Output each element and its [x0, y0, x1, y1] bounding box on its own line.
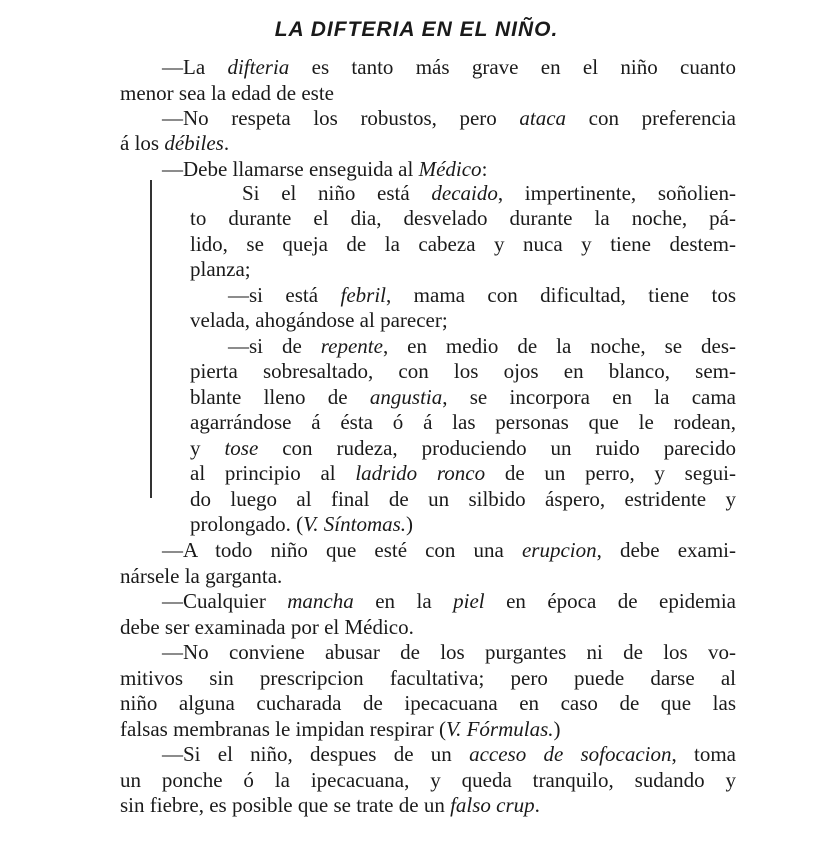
- text-line: [228, 333, 736, 359]
- text: en la: [353, 589, 454, 613]
- italic-term: V. Síntomas.: [303, 512, 407, 536]
- text: , impertinente, soñolien-: [497, 181, 736, 205]
- text-line: [228, 282, 736, 308]
- text-line: do luego al final de un silbido áspero, estridente y: [190, 487, 736, 511]
- text-line: [162, 156, 487, 182]
- text-line: [162, 741, 736, 767]
- text: —Debe llamarse enseguida al: [162, 157, 419, 181]
- text-line: niño alguna cucharada de ipecacuana en caso de que las: [120, 691, 736, 715]
- italic-term: angustia: [369, 385, 443, 409]
- text-line: [190, 511, 413, 537]
- text: , debe exami-: [596, 538, 736, 562]
- text: con rudeza, produciendo un ruido parecido: [258, 436, 736, 460]
- text: con preferencia: [566, 106, 736, 130]
- text: —La: [162, 55, 228, 79]
- italic-term: tose: [224, 436, 259, 460]
- text: y: [190, 436, 225, 460]
- italic-term: erupcion: [521, 538, 597, 562]
- text-line: to durante el dia, desvelado durante la noche, pá-: [190, 206, 736, 230]
- text-line: —No conviene abusar de los purgantes ni de los vo-: [162, 640, 736, 664]
- italic-term: difteria: [227, 55, 290, 79]
- text-line: [120, 792, 540, 818]
- italic-term: falso crup: [450, 793, 535, 817]
- text-line: [190, 460, 736, 486]
- text-line: [162, 537, 736, 563]
- text: , mama con dificultad, tiene tos: [386, 283, 737, 307]
- text-line: menor sea la edad de este: [120, 81, 334, 105]
- text-line: nársele la garganta.: [120, 564, 283, 588]
- text-line: pierta sobresaltado, con los ojos en blanco, sem-: [190, 359, 736, 383]
- text: en época de epidemia: [484, 589, 736, 613]
- text-line: mitivos sin prescripcion facultativa; pero puede darse al: [120, 666, 736, 690]
- italic-term: ladrido ronco: [355, 461, 486, 485]
- italic-term: mancha: [287, 589, 354, 613]
- text: de un perro, y segui-: [485, 461, 736, 485]
- italic-term: febril: [340, 283, 386, 307]
- italic-term: piel: [453, 589, 485, 613]
- italic-term: decaido: [431, 181, 498, 205]
- text-line: [162, 54, 736, 80]
- text: es tanto más grave en el niño cuanto: [289, 55, 737, 79]
- text-line: [120, 130, 229, 156]
- text-line: velada, ahogándose al parecer;: [190, 308, 448, 332]
- text-line: [162, 105, 736, 131]
- text: sin fiebre, es posible que se trate de un: [120, 793, 451, 817]
- text-line: lido, se queja de la cabeza y nuca y tiene destem-: [190, 232, 736, 256]
- text-line: debe ser examinada por el Médico.: [120, 615, 414, 639]
- text: —si de: [228, 334, 321, 358]
- text: á los: [120, 131, 165, 155]
- text: —Si el niño, despues de un: [162, 742, 470, 766]
- text-line: [242, 180, 736, 206]
- italic-term: débiles: [164, 131, 224, 155]
- text-line: planza;: [190, 257, 251, 281]
- italic-term: ataca: [519, 106, 567, 130]
- text: , se incorpora en la cama: [442, 385, 736, 409]
- text-line: [190, 384, 736, 410]
- italic-term: V. Fórmulas.: [445, 717, 554, 741]
- text: .: [534, 793, 540, 817]
- bracket-mark: [150, 180, 160, 498]
- italic-term: Médico: [418, 157, 482, 181]
- italic-term: repente: [320, 334, 383, 358]
- page-title: LA DIFTERIA EN EL NIÑO.: [274, 18, 559, 41]
- text: , en medio de la noche, se des-: [382, 334, 736, 358]
- text: , toma: [671, 742, 736, 766]
- text: Si el niño está: [242, 181, 432, 205]
- text: —A todo niño que esté con una: [162, 538, 522, 562]
- text: :: [481, 157, 488, 181]
- text: al principio al: [190, 461, 356, 485]
- text-line: un ponche ó la ipecacuana, y queda tranquilo, sudando y: [120, 768, 736, 792]
- text-line: agarrándose á ésta ó á las personas que le rodean,: [190, 410, 736, 434]
- text: falsas membranas le impidan respirar (: [120, 717, 446, 741]
- italic-term: acceso de sofocacion: [469, 742, 672, 766]
- text: —si está: [228, 283, 341, 307]
- text: —Cualquier: [162, 589, 288, 613]
- text-line: [190, 435, 736, 461]
- text-line: [120, 716, 561, 742]
- text: prolongado. (: [190, 512, 304, 536]
- text: ): [406, 512, 414, 536]
- text: ): [553, 717, 561, 741]
- text: —No respeta los robustos, pero: [162, 106, 520, 130]
- text: .: [223, 131, 230, 155]
- text-line: [162, 588, 736, 614]
- text: blante lleno de: [190, 385, 370, 409]
